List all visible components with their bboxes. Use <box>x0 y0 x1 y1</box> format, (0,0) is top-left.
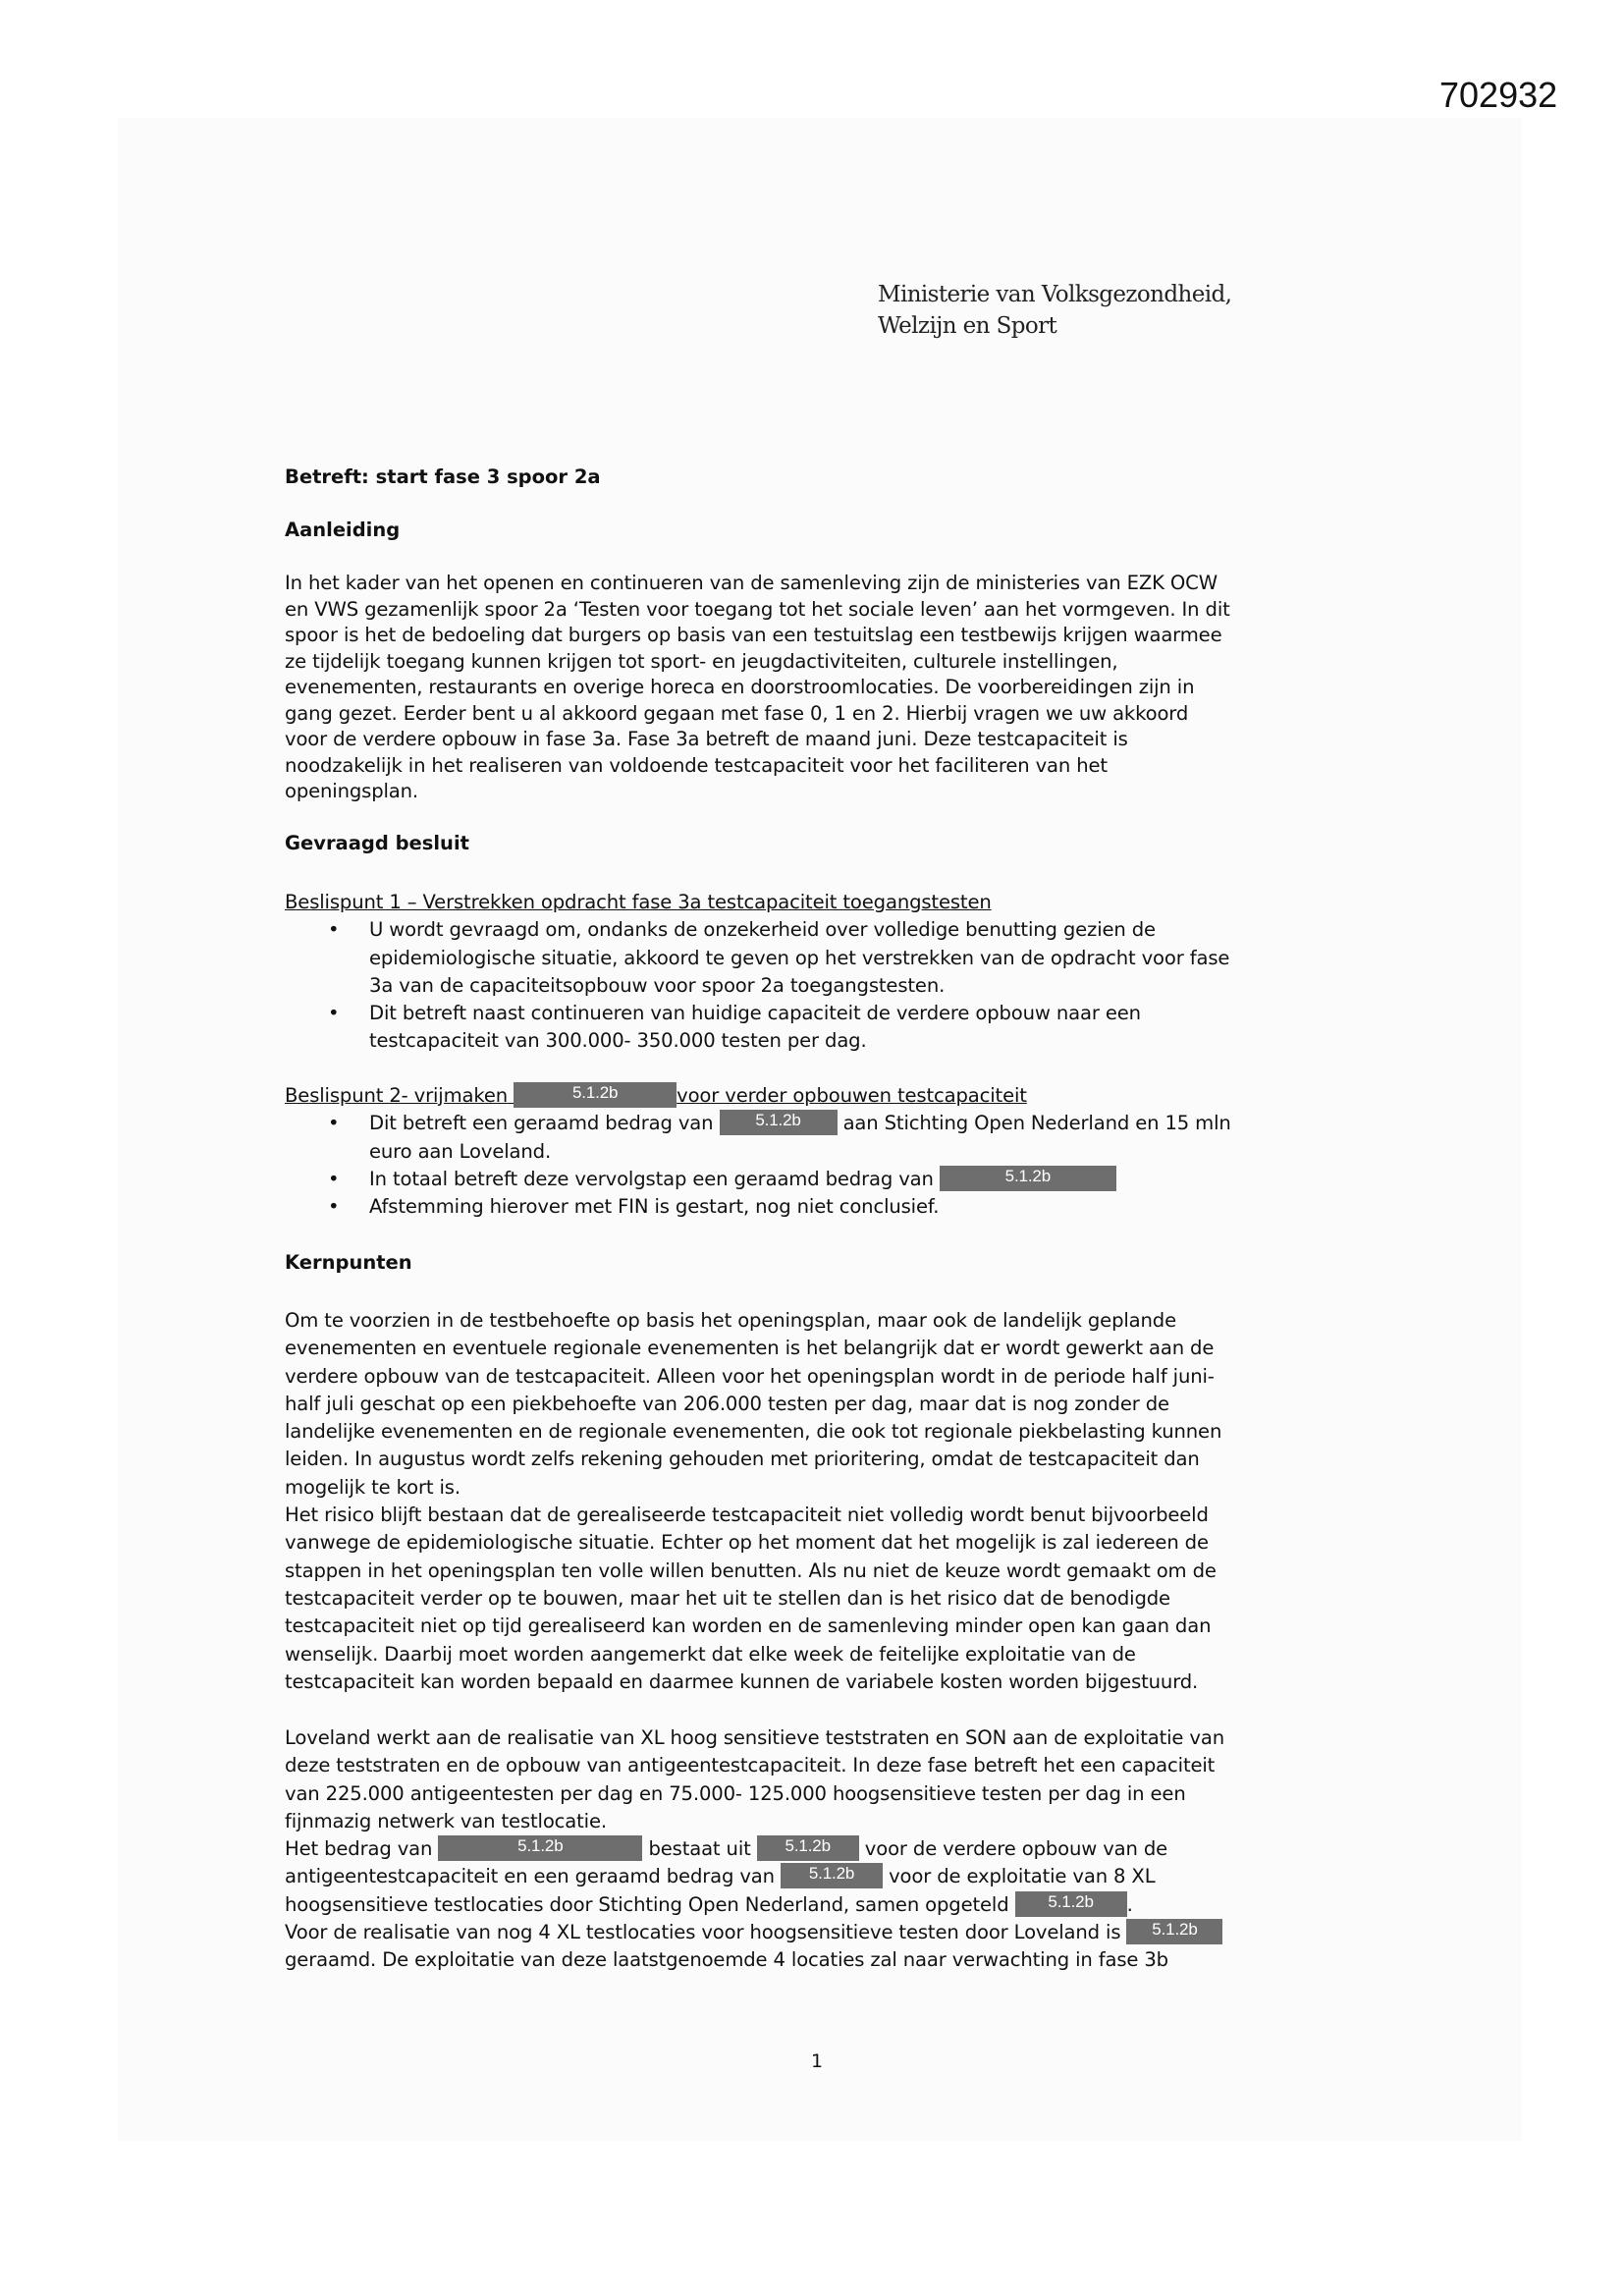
text-line <box>285 1780 1224 1808</box>
text-segment: voor verder opbouwen testcapaciteit <box>677 1084 1027 1107</box>
text-line <box>285 1724 1224 1752</box>
text-segment: In totaal betreft deze vervolgstap een geraamd bedrag van <box>369 1167 940 1190</box>
text-segment: Beslispunt 2- vrijmaken <box>285 1084 514 1107</box>
text-line <box>285 1946 1224 1974</box>
text-segment: Beslispunt 1 – Verstrekken opdracht fase 3a testcapaciteit toegangstesten <box>285 891 992 913</box>
text-segment: voor de exploitatie van 8 XL <box>883 1865 1156 1888</box>
text-line: voor de verdere opbouw in fase 3a. Fase 3a betreft de maand juni. Deze testcapaciteit is <box>285 728 1128 750</box>
redaction-box: 5.1.2b <box>720 1110 838 1135</box>
text-segment: antigeentestcapaciteit en een geraamd bedrag van <box>285 1865 782 1888</box>
bullet-item <box>285 1000 1229 1027</box>
kernpunten-paragraph <box>285 1307 1221 1696</box>
beslispunt-1 <box>285 889 1229 1056</box>
text-segment: testcapaciteit van 300.000- 350.000 testen per dag. <box>369 1029 867 1053</box>
text-segment: Dit betreft een geraamd bedrag van <box>369 1112 720 1135</box>
bullet-icon: • <box>328 1002 340 1025</box>
text-segment: van 225.000 antigeentesten per dag en 75.000- 125.000 hoogsensitieve testen per dag in een <box>285 1781 1186 1805</box>
beslispunt-2 <box>285 1082 1231 1221</box>
text-line: stappen in het openingsplan ten volle willen benutten. Als nu niet de keuze wordt gemaakt om de <box>285 1558 1217 1582</box>
text-line <box>285 1752 1224 1779</box>
text-segment: fijnmazig netwerk van testlocatie. <box>285 1809 607 1832</box>
text-segment: Loveland werkt aan de realisatie van XL hoog sensitieve teststraten en SON aan de exploitatie van <box>285 1726 1224 1749</box>
text-segment: euro aan Loveland. <box>369 1139 552 1163</box>
bullet-icon: • <box>328 918 340 942</box>
text-segment: . <box>1126 1892 1133 1916</box>
redaction-box: 5.1.2b <box>940 1166 1116 1191</box>
text-segment: Het bedrag van <box>285 1837 439 1861</box>
text-segment: voor de verdere opbouw van de <box>858 1837 1168 1861</box>
text-line: landelijke evenementen en de regionale evenementen, die ook tot regionale piekbelasting kunnen <box>285 1420 1222 1444</box>
text-line <box>285 972 1229 1000</box>
text-line: openingsplan. <box>285 780 418 802</box>
text-line: mogelijk te kort is. <box>285 1475 460 1499</box>
text-segment: aan Stichting Open Nederland en 15 mln <box>837 1112 1231 1135</box>
redaction-box: 5.1.2b <box>1126 1919 1222 1944</box>
text-line <box>285 1027 1229 1055</box>
text-line <box>285 1919 1224 1946</box>
text-line <box>285 1808 1224 1835</box>
text-line: ze tijdelijk toegang kunnen krijgen tot sport- en jeugdactiviteiten, culturele instellingen, <box>285 649 1118 673</box>
text-line <box>285 1082 1231 1110</box>
bullet-icon: • <box>328 1167 340 1190</box>
text-line: verdere opbouw van de testcapaciteit. Alleen voor het openingsplan wordt in de periode half juni- <box>285 1364 1215 1388</box>
text-segment: U wordt gevraagd om, ondanks de onzekerheid over volledige benutting gezien de <box>369 918 1156 942</box>
text-line <box>285 889 1229 916</box>
text-line <box>285 1863 1224 1890</box>
ministry-line: Ministerie van Volksgezondheid, <box>878 282 1232 307</box>
heading-gevraagd-besluit: Gevraagd besluit <box>285 832 469 854</box>
bullet-icon: • <box>328 1195 340 1219</box>
ministry-letterhead <box>878 279 1231 342</box>
redaction-box: 5.1.2b <box>1015 1891 1127 1917</box>
text-line: Het risico blijft bestaan dat de gerealiseerde testcapaciteit niet volledig wordt benut bijvoorbeeld <box>285 1503 1209 1527</box>
text-segment: epidemiologische situatie, akkoord te geven op het verstrekken van de opdracht voor fase <box>369 946 1230 969</box>
loveland-paragraph <box>285 1724 1224 1975</box>
document-number: 702932 <box>1439 75 1558 115</box>
text-line <box>285 1138 1231 1166</box>
text-line: spoor is het de bedoeling dat burgers op basis van een testuitslag een testbewijs krijgen waarmee <box>285 624 1222 646</box>
text-line: wenselijk. Daarbij moet worden aangemerkt dat elke week de feitelijke exploitatie van de <box>285 1642 1136 1666</box>
text-line: Om te voorzien in de testbehoefte op basis het openingsplan, maar ook de landelijk geplande <box>285 1309 1176 1332</box>
redaction-box: 5.1.2b <box>438 1835 642 1861</box>
text-segment: bestaat uit <box>642 1837 757 1861</box>
bullet-item <box>285 1193 1231 1221</box>
redaction-box: 5.1.2b <box>757 1835 859 1861</box>
text-line: gang gezet. Eerder bent u al akkoord gegaan met fase 0, 1 en 2. Hierbij vragen we uw akkoord <box>285 701 1189 725</box>
aanleiding-paragraph <box>285 571 1230 805</box>
text-line: en VWS gezamenlijk spoor 2a ‘Testen voor toegang tot het sociale leven’ aan het vormgeven. In dit <box>285 597 1230 621</box>
text-segment: deze teststraten en de opbouw van antigeentestcapaciteit. In deze fase betreft het een capaciteit <box>285 1754 1216 1777</box>
text-line: half juli geschat op een piekbehoefte van 206.000 testen per dag, maar dat is nog zonder de <box>285 1392 1169 1415</box>
text-line <box>285 945 1229 972</box>
text-segment: Voor de realisatie van nog 4 XL testlocaties voor hoogsensitieve testen door Loveland is <box>285 1921 1127 1944</box>
text-line: evenementen en eventuele regionale evenementen is het belangrijk dat er wordt gewerkt aan de <box>285 1337 1215 1360</box>
text-line: In het kader van het openen en continueren van de samenleving zijn de ministeries van EZK OCW <box>285 572 1218 594</box>
text-line: leiden. In augustus wordt zelfs rekening gehouden met prioritering, omdat de testcapaciteit dan <box>285 1448 1200 1471</box>
bullet-item <box>285 1110 1231 1137</box>
text-line: testcapaciteit niet op tijd gerealiseerd kan worden en de samenleving minder open kan gaan dan <box>285 1614 1212 1638</box>
ministry-line: Welzijn en Sport <box>878 313 1057 339</box>
text-segment: Afstemming hierover met FIN is gestart, nog niet conclusief. <box>369 1195 940 1219</box>
bullet-item <box>285 1166 1231 1193</box>
text-line <box>285 1835 1224 1863</box>
bullet-item <box>285 916 1229 944</box>
text-line: testcapaciteit verder op te bouwen, maar het uit te stellen dan is het risico dat de benodigde <box>285 1586 1170 1610</box>
text-line <box>285 1891 1224 1919</box>
text-segment: hoogsensitieve testlocaties door Stichting Open Nederland, samen opgeteld <box>285 1892 1015 1916</box>
text-segment: 3a van de capaciteitsopbouw voor spoor 2a toegangstesten. <box>369 973 946 997</box>
text-line: vanwege de epidemiologische situatie. Echter op het moment dat het mogelijk is zal iedereen de <box>285 1531 1209 1555</box>
text-line: testcapaciteit kan worden bepaald en daarmee kunnen de variabele kosten worden bijgestuurd. <box>285 1669 1199 1693</box>
heading-aanleiding: Aanleiding <box>285 519 401 541</box>
text-segment: geraamd. De exploitatie van deze laatstgenoemde 4 locaties zal naar verwachting in fase 3b <box>285 1948 1168 1972</box>
text-segment: Dit betreft naast continueren van huidige capaciteit de verdere opbouw naar een <box>369 1002 1141 1025</box>
bullet-icon: • <box>328 1112 340 1135</box>
redaction-box: 5.1.2b <box>514 1082 677 1108</box>
redaction-box: 5.1.2b <box>781 1863 883 1888</box>
subject-heading: Betreft: start fase 3 spoor 2a <box>285 465 601 488</box>
text-line: evenementen, restaurants en overige horeca en doorstroomlocaties. De voorbereidingen zijn in <box>285 676 1195 698</box>
heading-kernpunten: Kernpunten <box>285 1251 412 1274</box>
page-number: 1 <box>811 2050 824 2072</box>
text-line: noodzakelijk in het realiseren van voldoende testcapaciteit voor het faciliteren van het <box>285 753 1108 777</box>
